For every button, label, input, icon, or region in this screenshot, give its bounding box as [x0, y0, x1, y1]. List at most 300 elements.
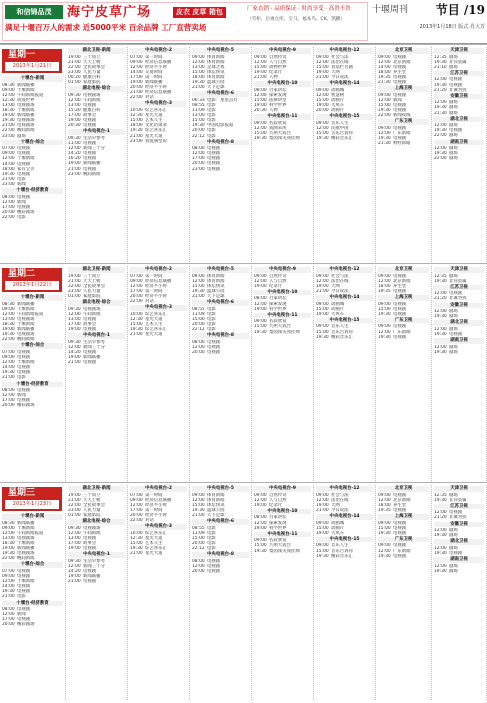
program-time: 20:00 — [192, 568, 205, 574]
program-title: 北京新闻 — [393, 278, 411, 284]
program-title: 剧场 — [449, 133, 458, 139]
program-row — [254, 108, 311, 113]
program-title: 非你莫属 — [449, 278, 467, 284]
channel-name: 中央电视台-15 — [316, 537, 373, 543]
schedule-column — [314, 266, 376, 481]
program-time: 12:00 — [2, 612, 15, 618]
program-title: 新闻 — [393, 97, 402, 103]
program-title: 经济半小时 — [145, 283, 167, 289]
program-title: 电视剧 — [83, 546, 97, 552]
program-title: 经济信息联播 — [145, 497, 172, 503]
program-title: 精彩剧场 — [17, 403, 35, 409]
program-time: 22:00 — [68, 64, 81, 70]
program-time: 09:00 — [316, 543, 329, 549]
program-time: 23:00 — [2, 181, 15, 187]
ad-slogan-1: 厂家直销 · 品质保证 · 时尚享受 · 高贵不贵 — [247, 6, 351, 12]
program-title: 天网 — [331, 69, 340, 75]
program-title: 电视剧 — [393, 102, 407, 108]
program-time: 20:00 — [130, 293, 143, 299]
program-title: 午间新闻报道 — [17, 311, 44, 317]
program-time: 15:00 — [316, 130, 329, 136]
program-title: 新闻 — [17, 612, 26, 618]
channel-name: 湖南卫视 — [434, 140, 484, 146]
program-time: 06:33 — [192, 97, 205, 103]
program-time: 22:00 — [378, 113, 391, 119]
program-title: 第一时间 — [145, 74, 163, 80]
program-time: 15:00 — [316, 548, 329, 554]
ad-badge: 皮衣 皮草 箱包 — [173, 7, 226, 18]
program-row — [434, 111, 484, 116]
program-time: 22:00 — [2, 556, 15, 562]
program-title: 午间新闻 — [83, 97, 101, 103]
program-row — [254, 307, 311, 312]
program-time: 23:00 — [68, 69, 81, 75]
program-title: 电视剧 — [83, 141, 97, 147]
program-title: 十堰新闻 — [17, 579, 35, 585]
program-title: 电视剧 — [207, 563, 221, 569]
program-title: 电视剧 — [393, 530, 407, 536]
program-time: 08:00 — [192, 339, 205, 345]
program-time: 19:00 — [2, 327, 15, 333]
channel-name: 上海卫视 — [378, 86, 429, 92]
day-name: 星期三 — [8, 488, 36, 498]
program-time: 10:00 — [130, 108, 143, 114]
program-title: 经济信息联播 — [145, 59, 172, 65]
program-title: 自然传奇 — [269, 273, 287, 279]
program-time: 19:30 — [434, 332, 447, 338]
program-time: 19:30 — [378, 334, 391, 340]
program-time: 09:00 — [254, 492, 267, 498]
program-time: 12:35 — [434, 273, 447, 279]
program-time: 19:00 — [68, 574, 81, 579]
program-time: 19:00 — [68, 54, 81, 60]
program-row — [192, 167, 249, 172]
program-row — [378, 531, 429, 536]
program-title: 剧场 — [449, 492, 458, 498]
program-title: 人民力量 — [83, 69, 101, 75]
program-time: 21:00 — [130, 551, 143, 557]
program-time: 12:00 — [68, 563, 81, 569]
program-title: 精彩音乐汇 — [331, 553, 353, 559]
program-time: 12:30 — [2, 97, 15, 103]
program-title: 电视剧 — [207, 166, 221, 172]
program-time: 12:00 — [316, 92, 329, 98]
program-title: 电视剧 — [207, 161, 221, 167]
program-time: 15:00 — [254, 97, 267, 103]
schedule-column — [376, 266, 432, 481]
program-time: 17:00 — [130, 288, 143, 294]
program-time: 15:00 — [130, 321, 143, 327]
program-time: 08:30 — [2, 520, 15, 526]
program-title: 人民力量 — [83, 507, 101, 513]
program-title: 剧场 — [449, 344, 458, 350]
program-title: 三十而立 — [83, 54, 101, 60]
program-row — [2, 134, 63, 139]
program-row — [254, 503, 311, 508]
channel-name: 中央电视台-9 — [254, 48, 311, 54]
program-time: 14:00 — [378, 64, 391, 70]
program-title: 交易时间 — [145, 69, 163, 75]
program-time: 21:00 — [254, 74, 267, 80]
program-time: 12:00 — [254, 278, 267, 284]
channel-name: 中央电视台-1 — [68, 552, 125, 558]
program-title: 九州大戏台 — [269, 130, 291, 136]
program-time: 15:00 — [316, 306, 329, 312]
program-title: 体育新闻 — [207, 492, 225, 498]
program-title: 剧场 — [449, 349, 458, 355]
program-title: 动画片 — [331, 306, 345, 312]
program-time: 23:00 — [68, 171, 81, 177]
program-title: 故事会 — [83, 540, 97, 546]
program-title: 家有宝贝 — [17, 166, 35, 172]
program-title: 动画城 — [331, 520, 345, 526]
ad-slogan-2: 满足十堰百万人的需求 近5000平米 百余品牌 工厂直营卖场 — [5, 23, 207, 32]
program-time: 12:00 — [316, 497, 329, 503]
program-row — [378, 141, 429, 146]
program-title: 经济半小时 — [145, 293, 167, 299]
program-title: 剧场 — [449, 123, 458, 129]
program-title: 新闻联播 — [83, 574, 101, 579]
program-time: 09:00 — [2, 355, 15, 361]
program-time: 19:35 — [378, 288, 391, 294]
program-time: 12:00 — [316, 59, 329, 65]
program-title: 电视剧 — [393, 306, 407, 312]
program-title: 电视剧 — [207, 558, 221, 564]
program-row — [434, 515, 484, 520]
program-time: 21:30 — [378, 141, 391, 147]
program-time: 01:00 — [68, 293, 81, 299]
program-title: 电影 — [17, 375, 26, 381]
channel-name: 十堰台·综合 — [2, 562, 63, 568]
program-time: 17:00 — [2, 398, 15, 404]
program-time: 09:30 — [68, 558, 81, 564]
program-title: 戏曲采风 — [269, 125, 287, 131]
program-time: 09:00 — [378, 543, 391, 549]
program-title: 剧场 — [449, 326, 458, 332]
program-title: 法治在线 — [331, 59, 349, 65]
program-title: 健康百科 — [83, 74, 101, 80]
program-time: 09:00 — [316, 301, 329, 307]
channel-name: 中央电视台-8 — [192, 552, 249, 558]
channel-name: 中央电视台-14 — [316, 81, 373, 87]
program-title: 电视剧 — [393, 324, 407, 330]
program-row — [130, 332, 187, 337]
program-time: 17:00 — [68, 321, 81, 327]
program-title: 电视剧 — [449, 332, 463, 338]
program-time: 08:00 — [254, 515, 267, 521]
schedule-column — [66, 485, 128, 700]
program-time: 19:30 — [192, 80, 205, 86]
program-title: 电视剧 — [17, 171, 31, 177]
program-time: 09:00 — [2, 306, 15, 312]
program-title: 电视剧 — [17, 161, 31, 167]
channel-name: 天津卫视 — [434, 486, 484, 492]
channel-name: 中央电视台-10 — [254, 81, 311, 87]
program-title: 综艺喜乐汇 — [145, 311, 167, 317]
channel-name: 中央电视台-2 — [130, 486, 187, 492]
program-title: 音乐人生 — [331, 543, 349, 549]
program-row — [130, 95, 187, 100]
program-time: 09:00 — [378, 54, 391, 60]
program-title: 人物 — [269, 74, 278, 80]
program-title: 名段欣赏 — [269, 538, 287, 544]
program-title: 剧场 — [449, 309, 458, 315]
program-row — [192, 350, 249, 355]
channel-name: 十堰台·新闻 — [2, 76, 63, 82]
program-row — [378, 335, 429, 340]
program-title: 名段欣赏 — [269, 120, 287, 126]
program-time: 09:00 — [192, 492, 205, 498]
program-time: 19:30 — [434, 533, 447, 539]
program-title: 经济半小时 — [145, 512, 167, 518]
program-time: 21:20 — [434, 296, 447, 302]
program-row — [130, 551, 187, 556]
program-title: 体育新闻 — [207, 278, 225, 284]
program-title: 十堰新闻 — [17, 108, 35, 114]
program-title: 法律讲堂 — [269, 97, 287, 103]
program-title: 科学世界 — [269, 525, 287, 531]
program-time: 19:30 — [2, 118, 15, 124]
program-time: 19:00 — [68, 161, 81, 167]
channel-name: 安徽卫视 — [434, 522, 484, 528]
program-time: 11:09 — [192, 530, 205, 536]
program-time: 12:00 — [434, 563, 447, 569]
program-time: 19:00 — [68, 327, 81, 333]
program-time: 19:30 — [434, 59, 447, 65]
program-row — [378, 508, 429, 513]
program-time: 20:00 — [130, 512, 143, 518]
program-title: 新闻联播 — [17, 113, 35, 119]
program-title: 天天上榜 — [83, 59, 101, 65]
program-title: 电视剧 — [207, 344, 221, 350]
program-title: 养生堂 — [393, 502, 407, 508]
program-row — [316, 289, 373, 294]
program-time: 14:20 — [68, 568, 81, 574]
day-header — [2, 487, 62, 511]
program-title: 大风车 — [331, 102, 345, 108]
program-time: 15:00 — [192, 69, 205, 75]
program-time: 20:30 — [68, 123, 81, 129]
program-time: 21:00 — [68, 579, 81, 585]
program-row — [192, 569, 249, 574]
program-title: 剧场 — [449, 156, 458, 162]
program-time: 12:00 — [254, 125, 267, 131]
program-title: 音乐人生 — [331, 120, 349, 126]
program-time: 19:00 — [254, 525, 267, 531]
program-time: 18:00 — [2, 166, 15, 172]
program-title: 新闻 — [17, 181, 26, 187]
program-time: 21:00 — [2, 123, 15, 129]
program-title: 电影 — [207, 327, 216, 333]
program-time: 19:30 — [434, 82, 447, 88]
program-title: 普法栏目剧 — [331, 64, 353, 70]
program-title: 电影 — [207, 530, 216, 536]
program-title: 新闻 — [17, 393, 26, 399]
program-row — [378, 312, 429, 317]
program-time: 12:00 — [378, 497, 391, 503]
program-time: 09:00 — [316, 87, 329, 93]
program-title: 电影 — [207, 546, 216, 552]
program-title: 电视剧场 — [83, 92, 101, 98]
program-title: 电视剧 — [17, 365, 31, 371]
program-title: 三十而立 — [83, 273, 101, 279]
channel-name: 中央电视台-11 — [254, 532, 311, 538]
program-title: 九州大戏台 — [269, 324, 291, 330]
program-title: 电视剧 — [83, 166, 97, 172]
program-time: 19:30 — [2, 332, 15, 338]
program-time: 12:30 — [130, 316, 143, 322]
program-title: 星光大道 — [145, 332, 163, 338]
program-title: 十堰新闻 — [17, 360, 35, 366]
program-title: 电视剧 — [17, 568, 31, 574]
program-time: 15:00 — [192, 283, 205, 289]
channel-name: 中央电视台-9 — [254, 267, 311, 273]
program-title: 家庭影院 — [83, 293, 101, 299]
program-title: 剧场 — [449, 314, 458, 320]
program-row — [68, 513, 125, 518]
channel-name: 中央电视台-15 — [316, 114, 373, 120]
program-time: 19:00 — [254, 306, 267, 312]
program-title: 全民故事会 — [83, 64, 105, 70]
program-time: 22:00 — [130, 518, 143, 524]
program-title: 非你莫属 — [449, 59, 467, 65]
program-title: 电影 — [207, 102, 216, 108]
channel-name: 北京卫视 — [378, 267, 429, 273]
program-time: 12:00 — [2, 360, 15, 366]
program-time: 22:12 — [192, 327, 205, 333]
program-title: 剧场 — [449, 273, 458, 279]
program-title: 午间新闻报道 — [17, 92, 44, 98]
program-title: 新闻联播 — [17, 546, 35, 552]
program-time: 19:00 — [316, 69, 329, 75]
schedule-column — [128, 485, 190, 700]
program-time: 12:00 — [434, 344, 447, 350]
program-title: 电视剧 — [83, 156, 97, 162]
program-title: 电影 — [207, 118, 216, 124]
program-title: 自然传奇 — [269, 492, 287, 498]
program-time: 19:30 — [378, 136, 391, 141]
program-time: 09:00 — [254, 273, 267, 279]
program-title: 音乐告诉你 — [331, 329, 353, 335]
program-time: 19:30 — [316, 553, 329, 559]
program-time: 21:00 — [68, 59, 81, 65]
program-title: 科学世界 — [269, 102, 287, 108]
program-time: 15:00 — [378, 525, 391, 531]
program-time: 12:00 — [68, 530, 81, 536]
program-time: 21:00 — [2, 375, 15, 381]
channel-name: 十堰台·新闻 — [2, 514, 63, 520]
channel-name: 中央电视台-12 — [316, 486, 373, 492]
program-time: 18:30 — [2, 108, 15, 114]
program-time: 15:00 — [316, 525, 329, 531]
program-title: 新闻联播 — [83, 161, 101, 167]
program-time: 13:00 — [192, 113, 205, 119]
program-time: 20:30 — [254, 108, 267, 114]
program-time: 08:00 — [2, 388, 15, 394]
program-title: 电视剧 — [83, 360, 97, 366]
program-time: 23:00 — [68, 507, 81, 513]
program-time: 11:09 — [192, 311, 205, 317]
program-title: 三十而立 — [83, 492, 101, 498]
program-title: 电视剧 — [17, 589, 31, 595]
program-title: 电视剧 — [207, 156, 221, 162]
program-title: 电视剧 — [393, 334, 407, 340]
channel-name: 湖南卫视 — [434, 338, 484, 344]
program-title: 天网 — [331, 283, 340, 289]
program-time: 19:30 — [2, 370, 15, 376]
program-title: 天下足球 — [207, 512, 225, 518]
program-title: 电视剧场 — [17, 123, 35, 129]
program-time: 12:00 — [434, 146, 447, 152]
program-title: 名段欣赏 — [269, 319, 287, 325]
program-title: 剧场 — [449, 563, 458, 569]
program-time: 19:00 — [130, 80, 143, 86]
channel-name: 湖北电视·综合 — [68, 519, 125, 525]
program-time: 17:00 — [68, 540, 81, 546]
program-time: 12:00 — [434, 123, 447, 129]
program-time: 19:30 — [192, 288, 205, 294]
program-title: 剧场 — [449, 105, 458, 111]
program-time: 12:00 — [378, 329, 391, 335]
program-title: 剧场 — [449, 54, 458, 60]
program-time: 16:20 — [68, 156, 81, 162]
program-time: 22:00 — [434, 156, 447, 162]
program-title: 电视剧 — [393, 273, 407, 279]
ad-brand: 海宁皮草广场 — [67, 5, 152, 20]
program-time: 12:00 — [254, 59, 267, 65]
program-title: 电视剧 — [449, 128, 463, 134]
program-time: 12:00 — [192, 497, 205, 503]
program-title: 新闻联播 — [17, 301, 35, 307]
program-title: 动物世界 — [269, 64, 287, 70]
channel-name: 中央电视台-1 — [68, 129, 125, 135]
program-time: 12:00 — [254, 301, 267, 307]
program-time: 13:00 — [192, 64, 205, 70]
program-row — [192, 85, 249, 90]
program-title: 剧场 — [449, 568, 458, 574]
program-time: 12:00 — [378, 97, 391, 103]
program-time: 09:00 — [378, 324, 391, 330]
program-time: 23:00 — [192, 166, 205, 172]
program-time: 21:00 — [68, 278, 81, 284]
program-title: 综艺喜乐汇 — [145, 327, 167, 333]
channel-name: 广东卫视 — [378, 537, 429, 543]
program-time: 07:00 — [2, 568, 15, 574]
program-time: 11:09 — [192, 108, 205, 114]
schedule-column — [314, 47, 376, 262]
channel-name: 天津卫视 — [434, 267, 484, 273]
program-title: 电影 — [17, 176, 26, 182]
program-time: 12:00 — [254, 92, 267, 98]
channel-name: 中央电视台-3 — [130, 524, 187, 530]
program-row — [434, 533, 484, 538]
program-title: 电视剧 — [207, 349, 221, 355]
program-time: 13:00 — [2, 102, 15, 108]
program-row — [192, 513, 249, 518]
program-time: 19:30 — [378, 311, 391, 317]
program-title: 财经郎眼 — [393, 141, 411, 147]
program-time: 14:20 — [68, 151, 81, 157]
program-title: 星光大道 — [145, 316, 163, 322]
program-time: 12:00 — [130, 64, 143, 70]
day-name: 星期二 — [8, 269, 36, 279]
program-time: 18:00 — [130, 123, 143, 129]
channel-name: 中央电视台-6 — [192, 300, 249, 306]
program-title: 今日说法 — [331, 74, 349, 80]
program-time: 14:00 — [2, 161, 15, 167]
channel-name: 江苏卫视 — [434, 504, 484, 510]
program-time: 19:30 — [434, 278, 447, 284]
